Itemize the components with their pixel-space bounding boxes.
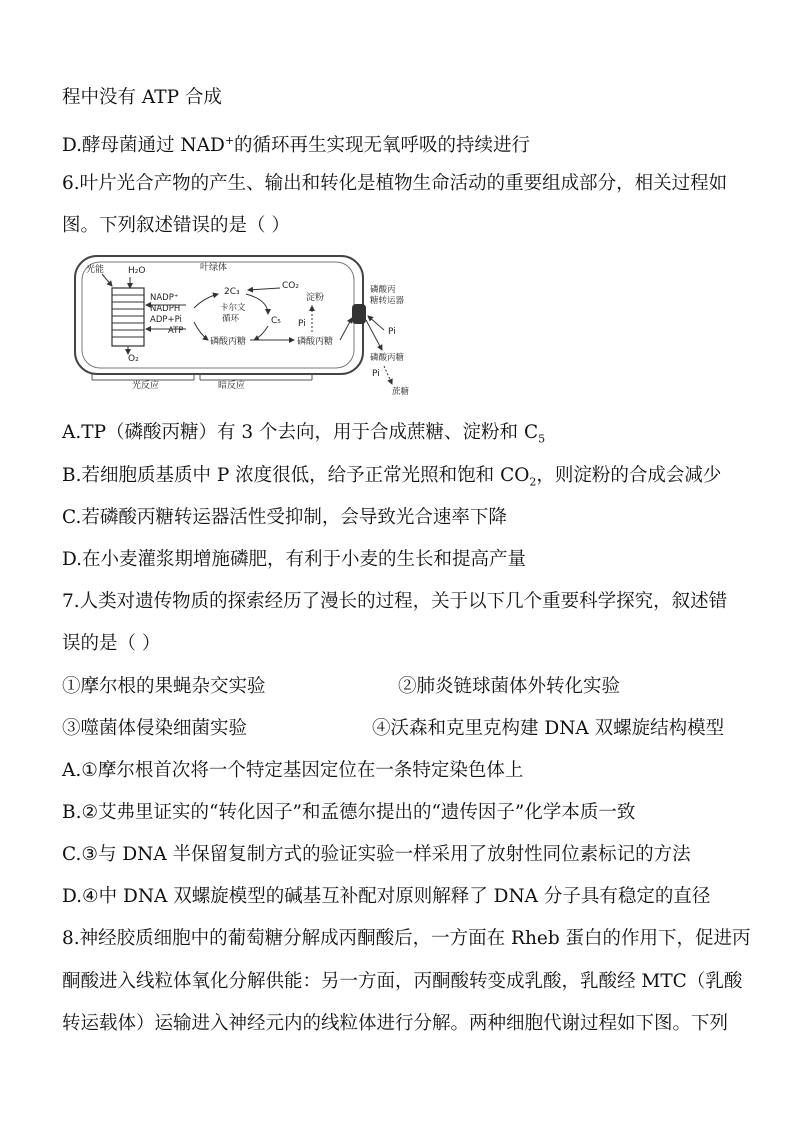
label-adp: ADP+Pi [150,315,182,325]
label-transporter2: 糖转运器 [370,296,405,306]
q6-option-d: D.在小麦灌浆期增施磷肥，有利于小麦的生长和提高产量 [62,549,527,570]
q7-item-4: ④沃森和克里克构建 DNA 双螺旋结构模型 [372,718,725,739]
label-c3: 2C₃ [224,287,240,297]
label-atp: ATP [168,326,184,336]
q8-stem-line1: 8.神经胶质细胞中的葡萄糖分解成丙酮酸后，一方面在 Rheb 蛋白的作用下，促进丙 [62,928,751,949]
q7-option-c: C.③与 DNA 半保留复制方式的验证实验一样采用了放射性同位素标记的方法 [62,844,691,865]
q8-stem-line2: 酮酸进入线粒体氧化分解供能：另一方面，丙酮酸转变成乳酸，乳酸经 MTC（乳酸 [62,971,743,992]
label-light-reaction: 光反应 [132,381,160,391]
label-tp-out: 磷酸丙糖 [370,353,405,363]
label-tp1: 磷酸丙糖 [210,337,247,347]
q7-item-2: ②肺炎链球菌体外转化实验 [398,676,621,697]
label-calvin1: 卡尔文 [220,303,246,313]
label-starch: 淀粉 [306,293,325,303]
q6-stem-line1: 6.叶片光合产物的产生、输出和转化是植物生命活动的重要组成部分，相关过程如 [62,173,728,194]
q8-stem-line3: 转运载体）运输进入神经元内的线粒体进行分解。两种细胞代谢过程如下图。下列 [62,1013,729,1034]
q5-option-d: D.酵母菌通过 NAD+的循环再生实现无氧呼吸的持续进行 [62,134,531,157]
tp-transporter [352,304,366,324]
q7-option-d: D.④中 DNA 双螺旋模型的碱基互补配对原则解释了 DNA 分子具有稳定的直径 [62,886,711,907]
label-transporter1: 磷酸丙 [370,285,396,295]
label-chloroplast: 叶绿体 [200,263,228,273]
label-dark-reaction: 暗反应 [218,381,246,391]
q7-item-1: ①摩尔根的果蝇杂交实验 [62,676,266,697]
q6-option-c: C.若磷酸丙糖转运器活性受抑制，会导致光合速率下降 [62,507,507,528]
q7-stem-line1: 7.人类对遗传物质的探索经历了漫长的过程，关于以下几个重要科学探究，叙述错 [62,591,728,612]
label-pi-out: Pi [388,327,396,337]
label-o2: O₂ [128,354,139,364]
label-co2: CO₂ [282,281,299,291]
q7-stem-line2: 误的是（ ） [62,633,161,654]
thylakoid-stack [112,288,144,346]
label-tp2: 磷酸丙糖 [297,337,334,347]
photosynthesis-diagram [72,250,432,400]
q7-item-3: ③噬菌体侵染细菌实验 [62,718,248,739]
label-calvin2: 循环 [222,314,240,324]
label-pi-bottom: Pi [372,369,380,379]
label-pi: Pi [298,319,306,329]
q6-option-b: B.若细胞质基质中 P 浓度很低，给予正常光照和饱和 $CO_2$，则淀粉的合成会减少 [62,465,722,489]
label-h2o: H₂O [128,266,146,276]
q5-tail: 程中没有 ATP 合成 [62,87,222,108]
q7-option-b: B.②艾弗里证实的“转化因子”和孟德尔提出的“遗传因子”化学本质一致 [62,802,636,823]
label-c5: C₅ [271,316,281,326]
label-nadp: NADP⁺ [150,293,179,303]
label-nadph: NADPH [150,304,181,314]
label-light: 光能 [86,265,105,275]
q6-option-a: A.TP（磷酸丙糖）有 3 个去向，用于合成蔗糖、淀粉和 $C_5$ [62,422,546,446]
label-sucrose: 蔗糖 [392,387,410,397]
q7-option-a: A.①摩尔根首次将一个特定基因定位在一条特定染色体上 [62,760,524,781]
q6-stem-line2: 图。下列叙述错误的是（ ） [62,215,290,236]
